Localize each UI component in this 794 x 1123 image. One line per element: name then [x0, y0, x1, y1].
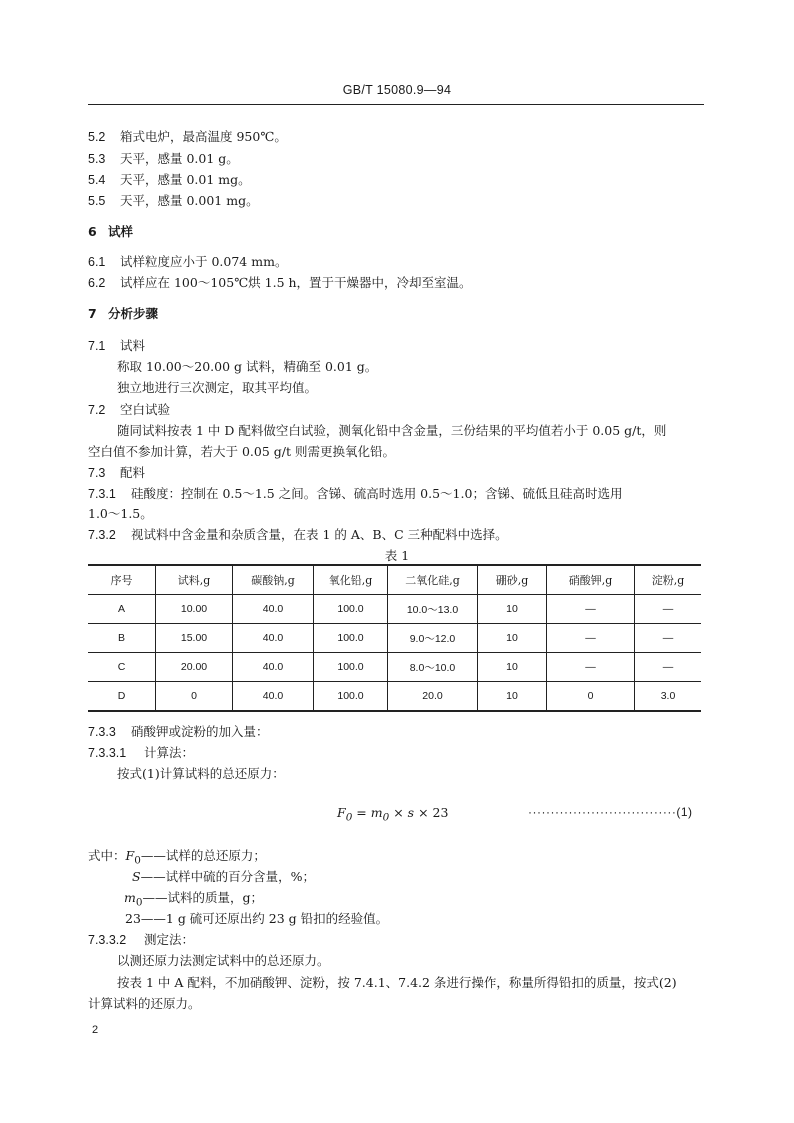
clause-number: 5.5 [88, 194, 106, 208]
section-title: 分析步骤 [108, 306, 159, 321]
clause-text: 天平，感量 0.01 mg。 [120, 172, 251, 187]
clause-number: 5.4 [88, 173, 106, 187]
table-cell: — [547, 624, 635, 653]
table-cell: — [635, 653, 702, 682]
table-cell: 10 [478, 682, 547, 712]
table-cell: 100.0 [314, 624, 388, 653]
clause-7-2-line-1: 随同试料按表 1 中 D 配料做空白试验，测氧化铅中含金量，三份结果的平均值若小于 0.05 g/t，则 [117, 423, 667, 438]
table-cell: D [117, 690, 126, 702]
where-desc: ——试样中硫的百分含量，%； [140, 869, 315, 884]
table-header-cell: 二氧化硅,g [388, 565, 478, 595]
table-cell: 40.0 [233, 653, 314, 682]
clause-number: 6.1 [88, 255, 106, 269]
clause-7-3-3 [88, 722, 269, 740]
clause-5-5 [88, 191, 259, 209]
clause-7-1-heading [88, 336, 145, 354]
where-lead: 式中： [88, 848, 126, 863]
clause-7-2-line-2: 空白值不参加计算，若大于 0.05 g/t 则需更换氧化铅。 [88, 444, 395, 459]
clause-7-3-3-2-heading [88, 930, 194, 948]
table-cell: 10 [478, 653, 547, 682]
equation-number: (1) [676, 805, 693, 819]
table-cell: C [88, 653, 156, 682]
clause-title: 试料 [120, 338, 146, 353]
table-header-cell: 碳酸钠,g [233, 565, 314, 595]
table-header-cell: 试料,g [156, 565, 233, 595]
clause-5-4 [88, 170, 251, 188]
clause-7-3-3-1-heading [88, 743, 194, 761]
clause-7-3-heading [88, 463, 145, 481]
table-cell: — [635, 624, 702, 653]
where-line-1: 式中：$F_0——$试样的总还原力； [88, 848, 266, 867]
clause-7-3-3-2-line-3: 计算试料的还原力。 [88, 996, 201, 1011]
table-cell: 0 [156, 682, 233, 712]
where-symbol: 23 [125, 911, 141, 926]
table-cell: 40.0 [233, 595, 314, 624]
where-desc: ——1 g 硫可还原出约 23 g 铅扣的经验值。 [140, 911, 389, 926]
table-header-cell: 淀粉,g [635, 565, 702, 595]
table-header-cell: 氧化铅,g [314, 565, 388, 595]
clause-5-2 [88, 127, 287, 145]
clause-7-3-3-1-intro: 按式(1)计算试料的总还原力： [117, 766, 285, 781]
clause-title: 配料 [120, 465, 146, 480]
document-header-code: GB/T 15080.9—94 [342, 83, 452, 97]
table-header-cell: 序号 [88, 565, 156, 595]
table-cell: 0 [547, 682, 635, 712]
clause-text: 箱式电炉，最高温度 950℃。 [120, 129, 287, 144]
table-cell: — [547, 653, 635, 682]
clause-text: 天平，感量 0.001 mg。 [120, 193, 259, 208]
table-cell: 100.0 [314, 682, 388, 712]
clause-number: 6.2 [88, 276, 106, 290]
clause-number: 7.2 [88, 403, 106, 417]
table-cell: 100.0 [314, 653, 388, 682]
clause-number: 7.3.3 [88, 725, 116, 739]
table-header-cell: 硼砂,g [478, 565, 547, 595]
table-cell: 3.0 [635, 682, 702, 712]
clause-7-3-1-line-2: 1.0～1.5。 [88, 506, 153, 521]
clause-title: 测定法： [144, 932, 195, 947]
clause-number: 7.1 [88, 339, 106, 353]
page-number: 2 [92, 1024, 99, 1036]
clause-number: 7.3 [88, 466, 106, 480]
where-desc: ——试料的质量，g； [142, 890, 263, 905]
clause-number: 7.3.2 [88, 528, 116, 542]
table-cell: 9.0～12.0 [388, 624, 478, 653]
where-line-4 [125, 909, 388, 927]
section-6-heading [88, 222, 133, 240]
clause-6-1 [88, 252, 287, 270]
table-cell: 10 [478, 624, 547, 653]
clause-text: 硅酸度：控制在 0.5～1.5 之间。含锑、硫高时选用 0.5～1.0；含锑、硫低且硅高时选用 [131, 486, 623, 501]
clause-number: 5.3 [88, 152, 106, 166]
table-cell: 15.00 [156, 624, 233, 653]
clause-7-1-line-1: 称取 10.00～20.00 g 试料，精确至 0.01 g。 [117, 359, 378, 374]
table-1 [88, 564, 701, 712]
section-number: 7 [88, 306, 97, 321]
clause-text: 天平，感量 0.01 g。 [120, 151, 239, 166]
table-row [88, 595, 701, 624]
table-row [88, 653, 701, 682]
clause-text: 视试料中含金量和杂质含量，在表 1 的 A、B、C 三种配料中选择。 [131, 527, 508, 542]
table-cell: — [635, 595, 702, 624]
where-desc: ——试样的总还原力； [140, 848, 266, 863]
table-cell: 20.00 [156, 653, 233, 682]
clause-number: 7.3.3.2 [88, 933, 127, 947]
clause-7-1-line-2: 独立地进行三次测定，取其平均值。 [117, 380, 318, 395]
clause-7-3-3-2-line-1: 以测还原力法测定试料中的总还原力。 [117, 953, 330, 968]
clause-7-3-1 [88, 484, 622, 502]
table-cell: — [547, 595, 635, 624]
clause-5-3 [88, 149, 239, 167]
section-title: 试样 [108, 224, 134, 239]
table-cell: 100.0 [314, 595, 388, 624]
table-header-row [88, 565, 701, 595]
clause-number: 5.2 [88, 130, 106, 144]
table-cell: 10.00 [156, 595, 233, 624]
header-rule [88, 104, 704, 105]
section-7-heading [88, 304, 158, 322]
table-cell: B [88, 624, 156, 653]
table-row [88, 624, 701, 653]
clause-text: 试样应在 100～105℃烘 1.5 h，置于干燥器中，冷却至室温。 [120, 275, 472, 290]
where-line-2: S——试样中硫的百分含量，%； [132, 869, 315, 884]
where-line-3: $m_0——$试料的质量，g； [124, 890, 263, 909]
clause-title: 计算法： [144, 745, 195, 760]
clause-6-2 [88, 273, 472, 291]
clause-7-3-2 [88, 525, 508, 543]
clause-number: 7.3.1 [88, 487, 116, 501]
table-cell: 40.0 [233, 624, 314, 653]
table-cell: 10.0～13.0 [388, 595, 478, 624]
clause-7-3-3-2-line-2: 按表 1 中 A 配料，不加硝酸钾、淀粉，按 7.4.1、7.4.2 条进行操作，称量所得铅扣的质量，按式(2) [117, 975, 677, 990]
clause-number: 7.3.3.1 [88, 746, 127, 760]
formula-1: $F_0 = m_0 \times s \times 23$ [337, 805, 449, 824]
clause-title: 空白试验 [120, 402, 171, 417]
formula-1-number: ·································(1) [528, 805, 693, 819]
table-cell: 40.0 [233, 682, 314, 712]
clause-text: 硝酸钾或淀粉的加入量： [131, 724, 269, 739]
table-cell: 20.0 [388, 682, 478, 712]
clause-text: 试样粒度应小于 0.074 mm。 [120, 254, 288, 269]
table-cell: 10 [478, 595, 547, 624]
table-header-cell: 硝酸钾,g [547, 565, 635, 595]
table-1-caption: 表 1 [384, 548, 410, 563]
section-number: 6 [88, 224, 97, 239]
table-cell: A [88, 595, 156, 624]
clause-7-2-heading [88, 400, 170, 418]
table-cell: 8.0～10.0 [388, 653, 478, 682]
table-row [88, 682, 701, 712]
